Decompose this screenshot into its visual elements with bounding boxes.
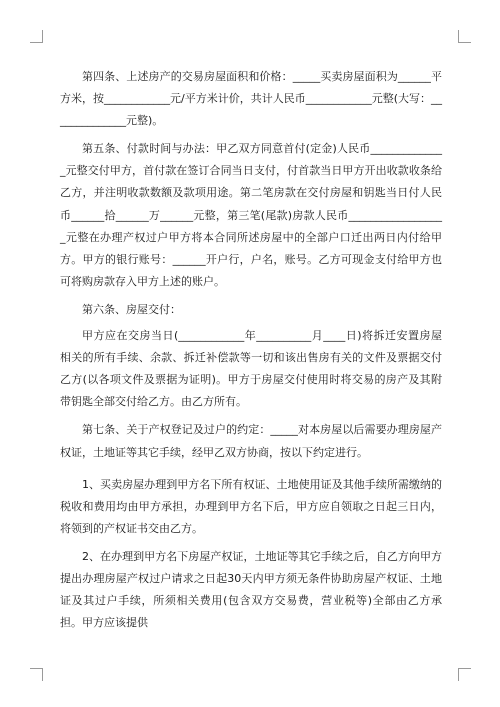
article-6-paragraph: 甲方应在交房当日(____________年__________月____日)将拆迁安置房屋相关的所有手续、余款、拆迁补偿款等一切和该出售房有关的文件及票据交付乙方(以各项文件及票据为证明)。甲方于房屋交付使用时将交易的房产及其附带钥匙全部交付给乙方。由乙方所有。 bbox=[60, 329, 442, 409]
article-7-paragraph: 第七条、关于产权登记及过户的约定：_____对本房屋以后需要办理房屋产权证，土地证等其它手续，经甲乙双方协商，按以下约定进行。 bbox=[60, 423, 442, 459]
document-body bbox=[60, 66, 442, 634]
crop-mark-top-right bbox=[458, 30, 471, 43]
crop-mark-bottom-left bbox=[30, 668, 43, 681]
article-7-item-1: 1、买卖房屋办理到甲方名下所有权证、土地使用证及其他手续所需缴纳的税收和费用均由甲方承担，办理到甲方名下后，甲方应自领取之日起三日内，将领到的产权证书交由乙方。 bbox=[60, 477, 442, 535]
crop-mark-bottom-right bbox=[458, 668, 471, 681]
article-7-item-2: 2、在办理到甲方名下房屋产权证，土地证等其它手续之后，自乙方向甲方提出办理房屋产权过户请求之日起30天内甲方须无条件协助房屋产权证、土地证及其过户手续，所须相关费用(包含双方交易费，营业税等)全部由乙方承担。甲方应该提供 bbox=[60, 549, 442, 630]
article-6-heading: 第六条、房屋交付： bbox=[82, 302, 181, 316]
article-4-paragraph: 第四条、上述房产的交易房屋面积和价格：_____买卖房屋面积为______平方米，按____________元/平方米计价，共计人民币____________元整(大写：______________元整)。 bbox=[60, 70, 442, 128]
article-5-paragraph: 第五条、付款时间与办法：甲乙双方同意首付(定金)人民币______________元整交付甲方，首付款在签订合同当日支付，付首款当日甲方开出收款收条给乙方，并注明收款数额及款项用途。第二笔房款在交付房屋和钥匙当日付人民币______拾______万______元整，第三笔(尾款)房款人民币__________________元整在办理产权过户甲方将本合同所述房屋中的全部户口迁出两日内付给甲方。甲方的银行账号：______开户行，户名，账号。乙方可现金支付给甲方也可将购房款存入甲方上述的账户。 bbox=[60, 142, 442, 288]
crop-mark-top-left bbox=[30, 30, 43, 43]
